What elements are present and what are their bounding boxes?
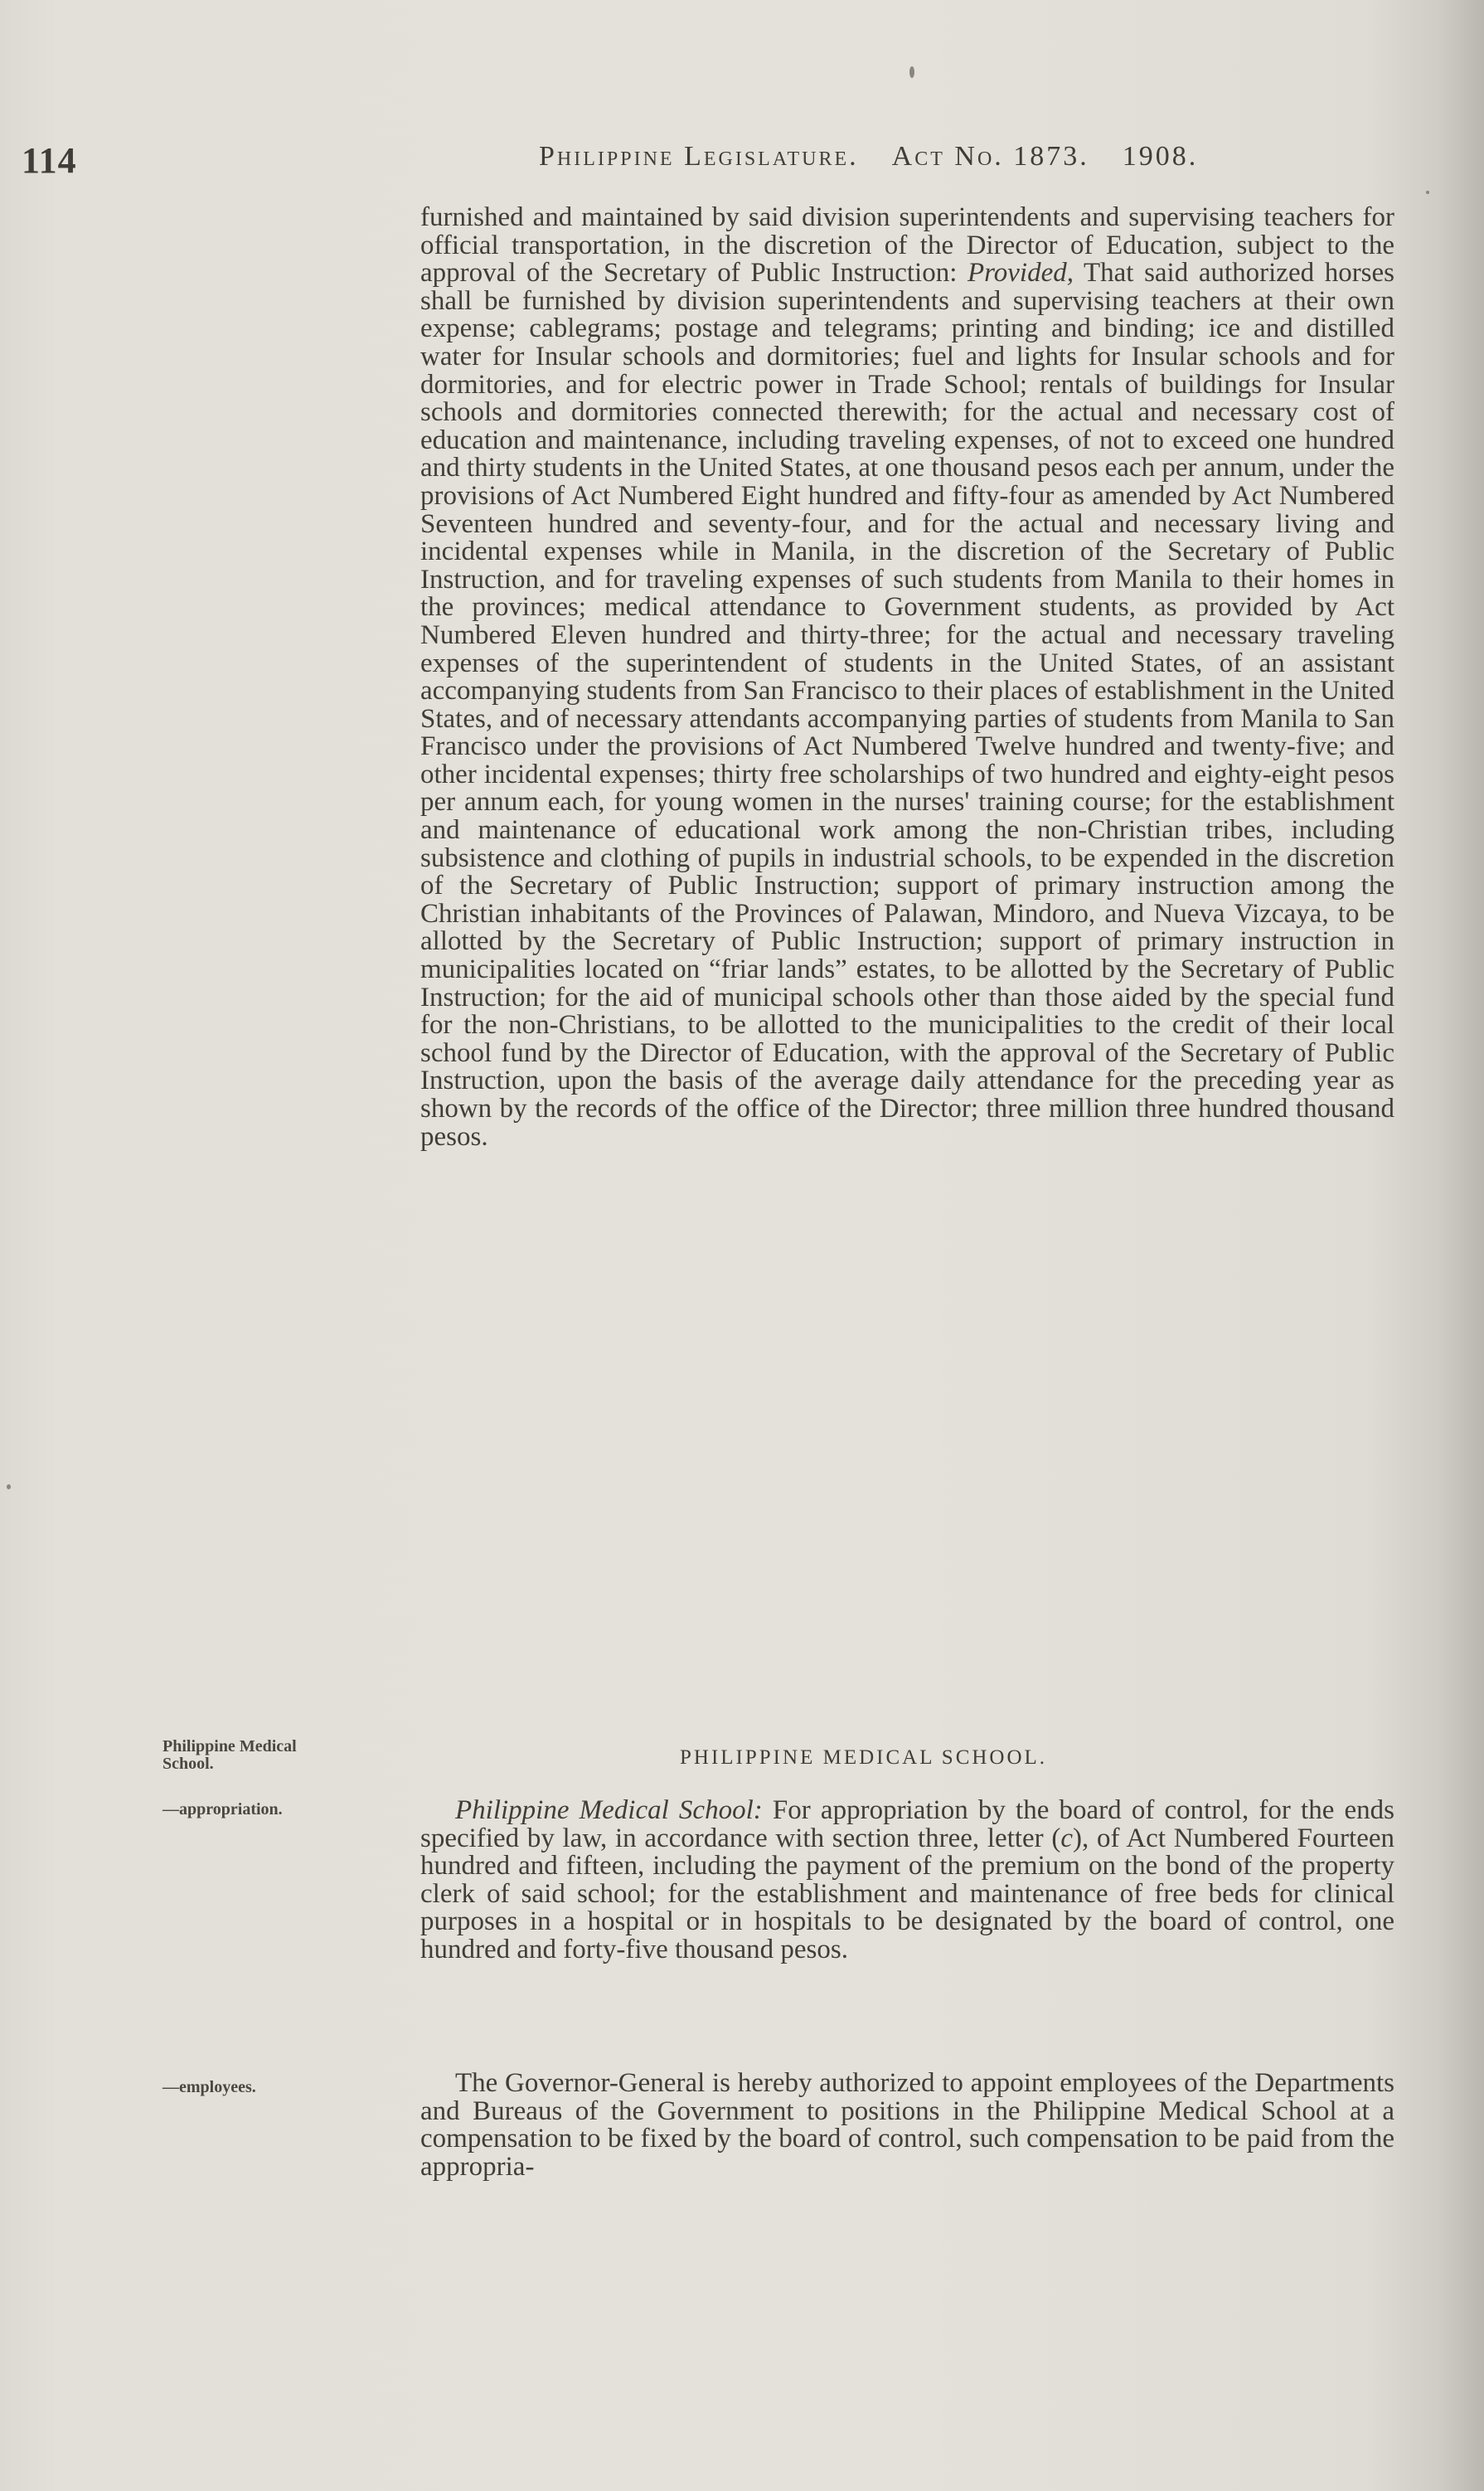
- paragraph-2-rest: ), of Act Numbered Fourteen hundred and fifteen, including the payment of the premium on the bond of the property clerk of said school; for the establishment and maintenance of free beds for clinical purposes in a hospital or in hospitals to be designated by the board of control, one hundred and forty-five thousand pesos.: [420, 1823, 1394, 1964]
- margin-note-appropriation: —appropriation.: [162, 1800, 283, 1818]
- margin-note-medical-school: [162, 1738, 297, 1773]
- running-head: [539, 141, 1198, 172]
- body-paragraph-medical-school: [420, 1797, 1394, 1964]
- paragraph-1-text: furnished and maintained by said division superintendents and supervising teachers for official transportation, in the discretion of the Director of Education, subject to the approval of the Secretary of Public Instruction:: [420, 202, 1394, 289]
- paper-speck: [7, 1484, 11, 1489]
- running-head-title: Philippine Legislature.: [539, 141, 859, 172]
- paragraph-2-heading: Philippine Medical School:: [455, 1795, 763, 1825]
- paragraph-1-rest: That said authorized horses shall be furnished by division superintendents and supervising teachers at their own expense; cablegrams; postage and telegrams; printing and binding; ice and distilled water for Insular schools and dormitories; fuel and lights for Insular schools and for dormitories, and for electric power in Trade School; rentals of buildings for Insular schools and dormitories connected therewith; for the actual and necessary cost of education and maintenance, including traveling expenses, of not to exceed one hundred and thirty students in the United States, at one thousand pesos each per annum, under the provisions of Act Numbered Eight hundred and fifty-four as amended by Act Numbered Seventeen hundred and seventy-four, and for the actual and necessary living and incidental expenses while in Manila, in the discretion of the Secretary of Public Instruction, and for traveling expenses of such students from Manila to their homes in the provinces; medical attendance to Government students, as provided by Act Numbered Eleven hundred and thirty-three; for the actual and necessary traveling expenses of the superintendent of students in the United States, of an assistant accompanying students from San Francisco to their places of establishment in the United States, and of necessary attendants accompanying parties of students from Manila to San Francisco under the provisions of Act Numbered Twelve hundred and twenty-five; and other incidental expenses; thirty free scholarships of two hundred and eighty-eight pesos per annum each, for young women in the nurses' training course; for the establishment and maintenance of educational work among the non-Christian tribes, including subsistence and clothing of pupils in industrial schools, to be expended in the discretion of the Secretary of Public Instruction; support of primary instruction among the Christian inhabitants of the Provinces of Palawan, Mindoro, and Nueva Vizcaya, to be allotted by the Secretary of Public Instruction; support of primary instruction in municipalities located on “friar lands” estates, to be allotted by the Secretary of Public Instruction; for the aid of municipal schools other than those aided by the special fund for the non-Christians, to be allotted to the municipalities to the credit of their local school fund by the Director of Education, with the approval of the Secretary of Public Instruction, upon the basis of the average daily attendance for the preceding year as shown by the records of the office of the Director; three million three hundred thousand pesos.: [420, 258, 1395, 1152]
- margin-note-employees: —employees.: [162, 2078, 256, 2096]
- margin-note-medical-school-line-1: Philippine Medical: [162, 1737, 297, 1755]
- page-number: 114: [22, 140, 77, 181]
- paragraph-1-provided: Provided,: [968, 258, 1074, 289]
- margin-note-medical-school-line-2: School.: [162, 1755, 214, 1773]
- body-paragraph-appropriation-continued: [420, 204, 1394, 1151]
- paper-speck: [1426, 191, 1429, 194]
- body-paragraph-employees: The Governor-General is hereby authorized to appoint employees of the Departments and Bureaus of the Government to positions in the Philippine Medical School at a compensation to be fixed by the board of control, such compensation to be paid from the appropria-: [420, 2068, 1394, 2182]
- paragraph-2-text: For appropriation by the board of control, for the ends specified by law, in accordance with section three, letter (: [420, 1795, 1394, 1853]
- section-heading: PHILIPPINE MEDICAL SCHOOL.: [680, 1746, 1048, 1769]
- paper-speck: [909, 66, 914, 78]
- running-head-year: 1908.: [1122, 141, 1199, 172]
- paragraph-2-letter: c: [1060, 1823, 1074, 1853]
- running-head-act: Act No. 1873.: [891, 141, 1089, 172]
